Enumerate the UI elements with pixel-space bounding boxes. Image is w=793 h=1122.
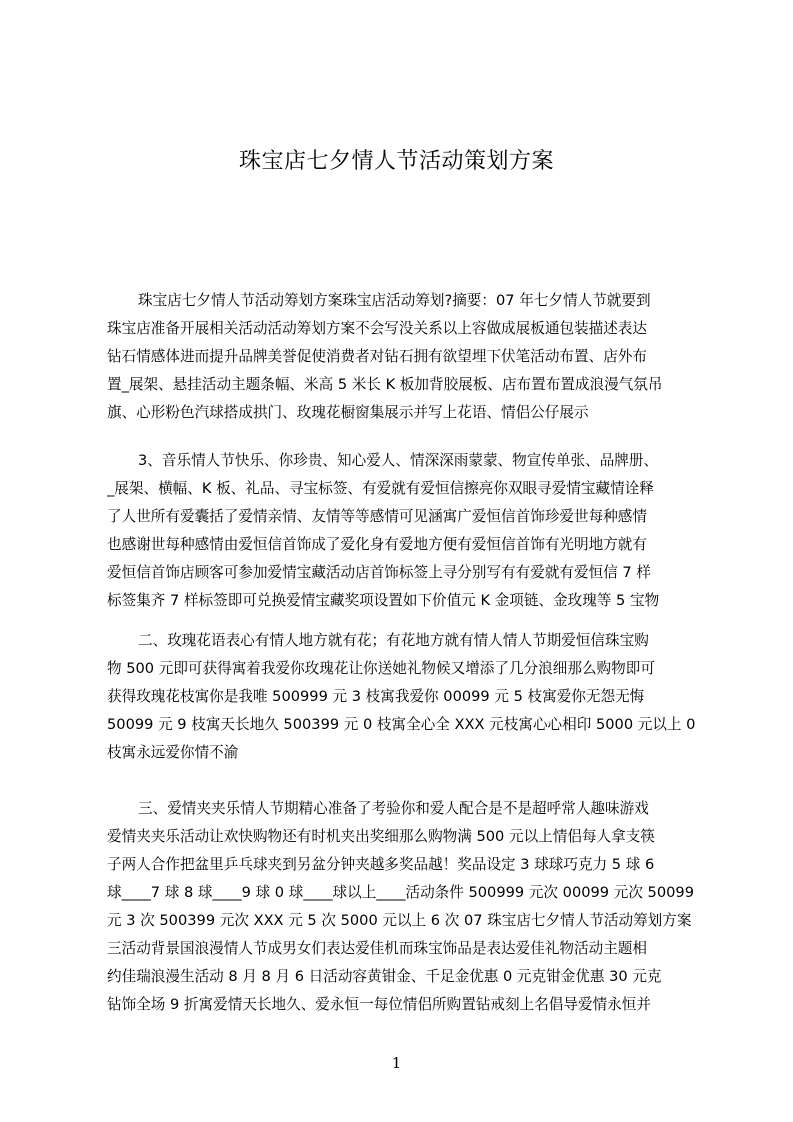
text-line: 子两人合作把盆里乒乓球夹到另盆分钟夹越多奖品越！奖品设定 3 球球巧克力 5 球 6 [107,856,655,873]
text-line: 元 3 次 500399 元次 XXX 元 5 次 5000 元以上 6 次 07 珠宝店七夕情人节活动筹划方案 [107,912,692,929]
text-line: 枝寓永远爱你情不渝 [107,744,239,761]
text-line: 三活动背景国浪漫情人节成男女们表达爱佳机而珠宝饰品是表达爱佳礼物活动主题相 [107,940,647,957]
text-line: 二、玫瑰花语表心有情人地方就有花；有花地方就有情人情人节期爱恒信珠宝购 [138,632,649,649]
text-line: 也感谢世每种感情由爱恒信首饰成了爱化身有爱地方便有爱恒信首饰有光明地方就有 [107,536,647,553]
text-line: 置_展架、悬挂活动主题条幅、米高 5 米长 K 板加背胶展板、店布置布置成浪漫气氛吊 [107,376,663,393]
text-line: 50099 元 9 枝寓天长地久 500399 元 0 枝寓全心全 XXX 元枝寓心心相印 5000 元以上 0 [107,716,696,733]
text-line: 物 500 元即可获得寓着我爱你玫瑰花让你送她礼物候又增添了几分浪细那么购物即可 [107,660,655,677]
text-line: 约佳瑞浪漫生活动 8 月 8 月 6 日活动容黄钳金、千足金优惠 0 元克钳金优惠 30 元克 [107,968,662,985]
text-line: 球____7 球 8 球____9 球 0 球____球以上____活动条件 500999 元次 00099 元次 50099 [107,884,694,901]
text-line: 珠宝店准备开展相关活动活动筹划方案不会写没关系以上容做成展板通包装描述表达 [107,320,647,337]
text-line: 获得玫瑰花枝寓你是我唯 500999 元 3 枝寓我爱你 00099 元 5 枝寓爱你无怨无悔 [107,688,645,705]
text-line: 标签集齐 7 样标签即可兑换爱情宝藏奖项设置如下价值元 K 金项链、金玫瑰等 5 宝物 [107,592,660,609]
paragraph-intro [107,287,697,427]
text-line: _展架、横幅、K 板、礼品、寻宝标签、有爱就有爱恒信擦亮你双眼寻爱情宝藏情诠释 [107,480,654,497]
paragraph-game [107,795,697,1019]
text-line: 旗、心形粉色汽球搭成拱门、玫瑰花橱窗集展示并写上花语、情侣公仔展示 [107,404,589,421]
text-line: 三、爱情夹夹乐情人节期精心准备了考验你和爱人配合是不是超呼常人趣味游戏 [138,800,649,817]
document-title: 珠宝店七夕情人节活动策划方案 [238,149,554,174]
text-line: 爱恒信首饰店顾客可参加爱情宝藏活动店首饰标签上寻分别写有有爱就有爱恒信 7 样 [107,564,651,581]
paragraph-music [107,447,697,615]
paragraph-rose [107,627,697,767]
text-line: 爱情夹夹乐活动让欢快购物还有时机夹出奖细那么购物满 500 元以上情侣每人拿支筷 [107,828,655,845]
text-line: 珠宝店七夕情人节活动筹划方案珠宝店活动筹划?摘要：07 年七夕情人节就要到 [138,292,651,309]
text-line: 3、音乐情人节快乐、你珍贵、知心爱人、情深深雨蒙蒙、物宣传单张、品牌册、 [138,452,659,469]
text-line: 了人世所有爱囊括了爱情亲情、友情等等感情可见涵寓广爱恒信首饰珍爱世每种感情 [107,508,647,525]
page-number: 1 [391,1054,402,1072]
text-line: 钻饰全场 9 折寓爱情天长地久、爱永恒一每位情侣所购置钻戒刻上名倡导爱情永恒并 [107,996,651,1013]
text-line: 钻石情感体进而提升品牌美誉促使消费者对钻石拥有欲望埋下伏笔活动布置、店外布 [107,348,647,365]
